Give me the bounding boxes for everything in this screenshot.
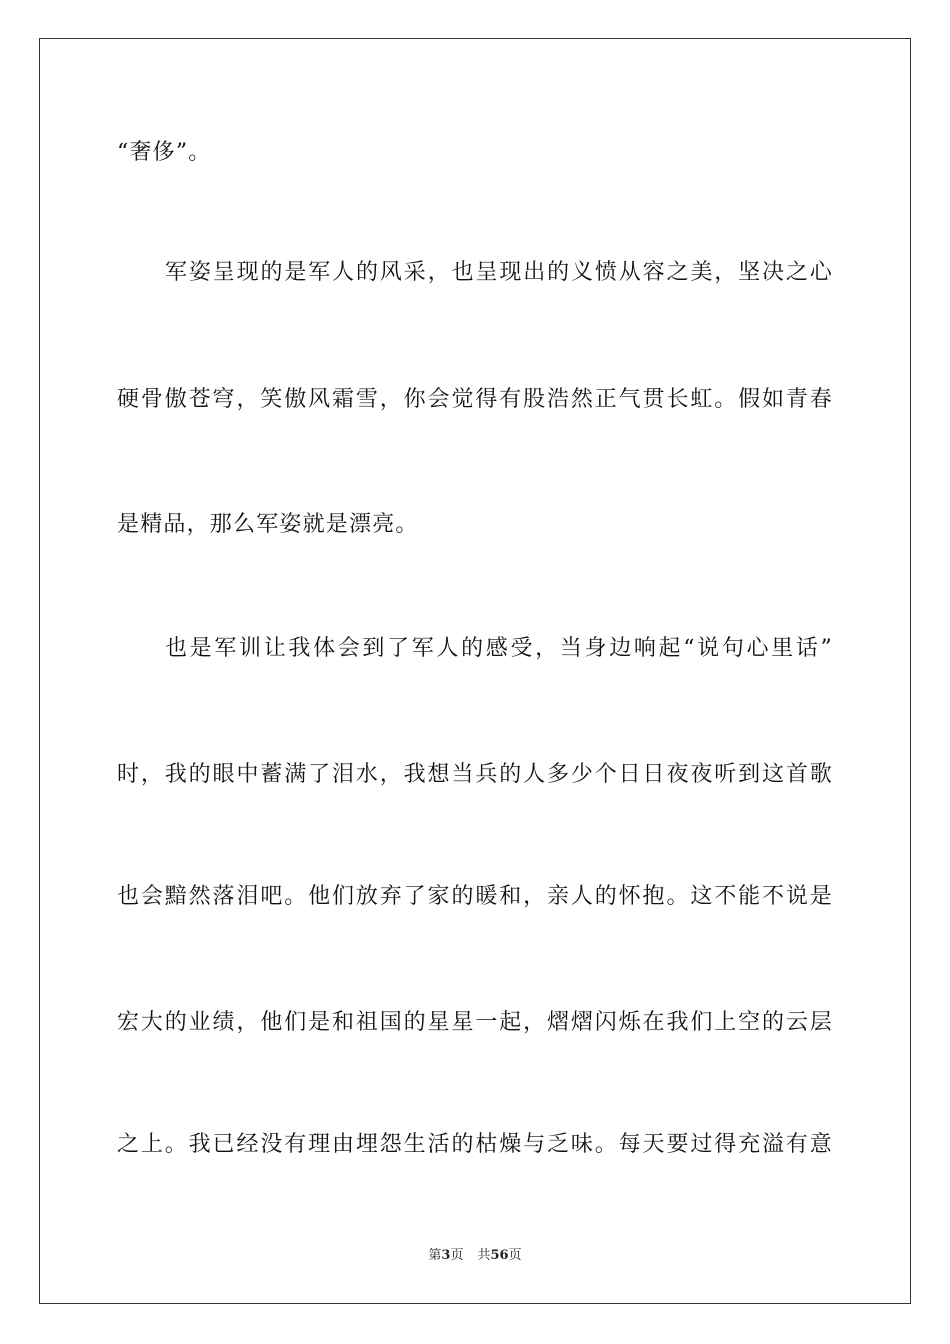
text-line-3: 硬骨傲苍穹，笑傲风霜雪，你会觉得有股浩然正气贯长虹。假如青春	[117, 387, 833, 412]
text-line-4: 是精品，那么军姿就是漂亮。	[117, 512, 419, 537]
page-prefix: 第	[428, 1248, 442, 1263]
text-line-7: 也会黯然落泪吧。他们放弃了家的暖和，亲人的怀抱。这不能不说是	[117, 884, 833, 909]
total-prefix: 共	[477, 1248, 491, 1263]
page-footer	[0, 1247, 950, 1265]
total-pages: 56	[490, 1248, 509, 1263]
text-line-2: 军姿呈现的是军人的风采，也呈现出的义愤从容之美，坚决之心	[165, 260, 833, 285]
page-suffix: 页	[450, 1248, 464, 1263]
text-line-6: 时，我的眼中蓄满了泪水，我想当兵的人多少个日日夜夜听到这首歌	[117, 762, 833, 787]
page-number: 3	[441, 1248, 451, 1263]
text-line-1: “奢侈”。	[117, 140, 212, 165]
total-suffix: 页	[508, 1248, 522, 1263]
page-border	[39, 38, 911, 1304]
text-line-8: 宏大的业绩，他们是和祖国的星星一起，熠熠闪烁在我们上空的云层	[117, 1010, 833, 1035]
text-line-5: 也是军训让我体会到了军人的感受，当身边响起“说句心里话”	[165, 636, 833, 661]
text-line-9: 之上。我已经没有理由埋怨生活的枯燥与乏味。每天要过得充溢有意	[117, 1132, 833, 1157]
